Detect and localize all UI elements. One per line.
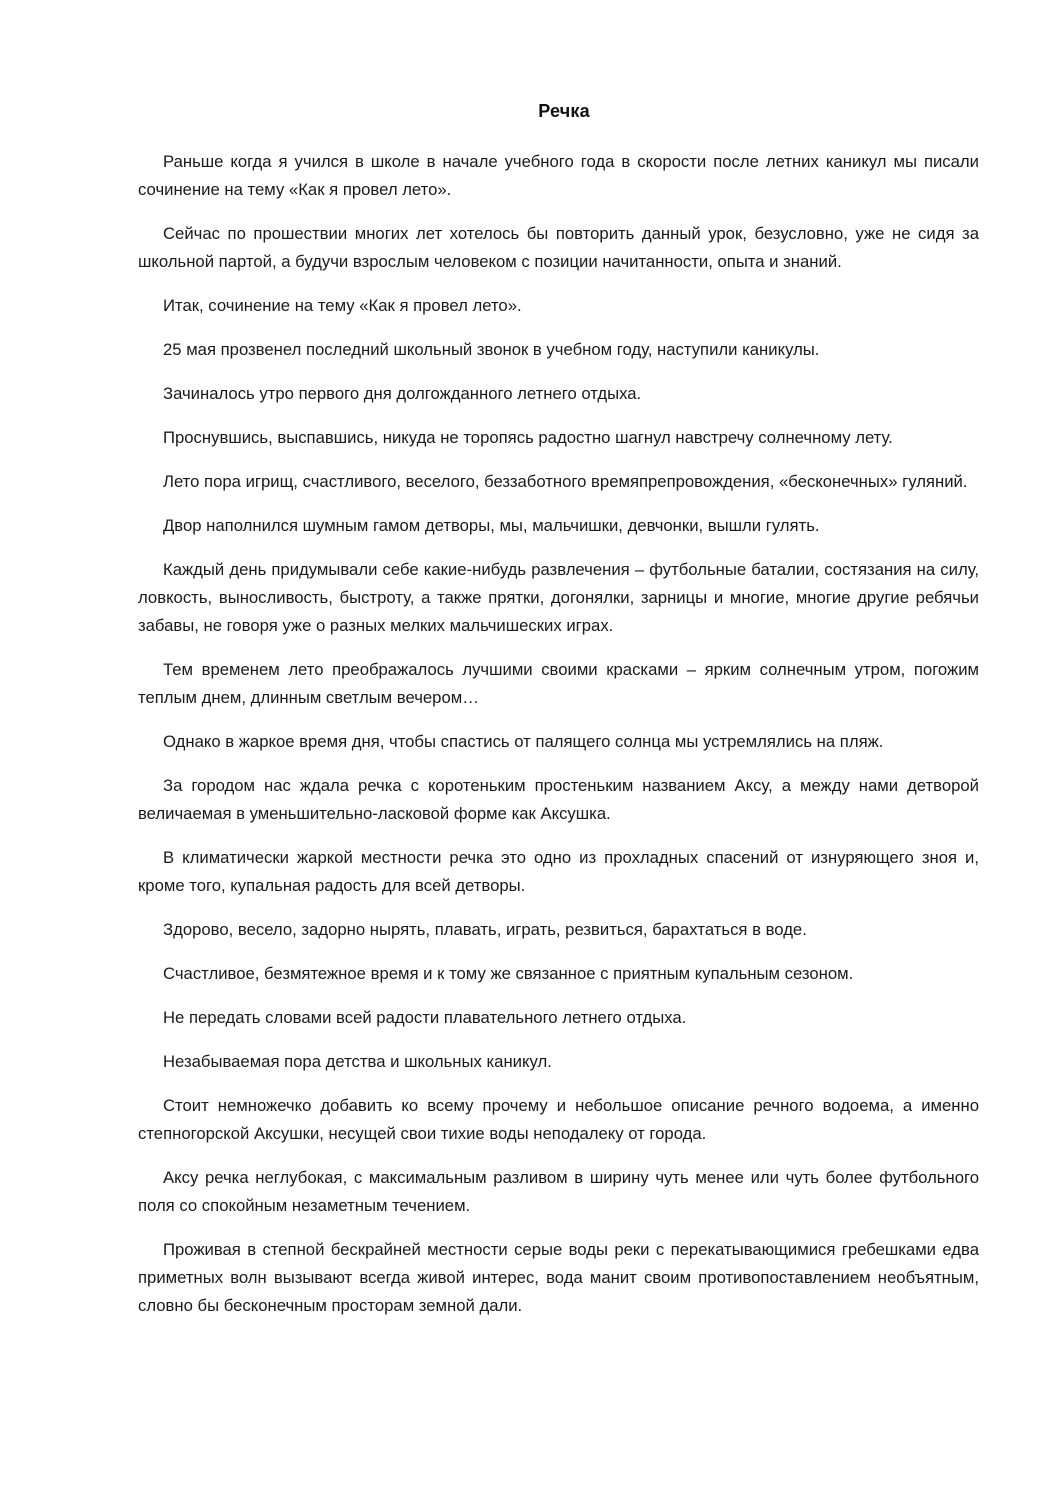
paragraph: Итак, сочинение на тему «Как я провел лето». — [163, 296, 522, 315]
paragraph: Стоит немножечко добавить ко всему прочему и небольшое описание речного водоема, а именно степногорской Аксушки, несущей свои тихие воды неподалеку от города. — [138, 1096, 979, 1143]
paragraph: Проснувшись, выспавшись, никуда не торопясь радостно шагнул навстречу солнечному лету. — [163, 428, 893, 447]
paragraph: Аксу речка неглубокая, с максимальным разливом в ширину чуть менее или чуть более футбольного поля со спокойным незаметным течением. — [138, 1168, 979, 1215]
document-body — [138, 148, 979, 1336]
paragraph: Проживая в степной бескрайней местности серые воды реки с перекатывающимися гребешками едва приметных волн вызывают всегда живой интерес, вода манит своим противопоставлением необъятным, словно бы бесконечным просторам земной дали. — [138, 1240, 979, 1315]
paragraph: 25 мая прозвенел последний школьный звонок в учебном году, наступили каникулы. — [163, 340, 820, 359]
paragraph: Счастливое, безмятежное время и к тому же связанное с приятным купальным сезоном. — [163, 964, 854, 983]
paragraph: Однако в жаркое время дня, чтобы спастись от палящего солнца мы устремлялись на пляж. — [163, 732, 884, 751]
paragraph: Двор наполнился шумным гамом детворы, мы, мальчишки, девчонки, вышли гулять. — [163, 516, 820, 535]
paragraph: Не передать словами всей радости плавательного летнего отдыха. — [163, 1008, 687, 1027]
document-title: Речка — [538, 101, 590, 121]
paragraph: Лето пора игрищ, счастливого, веселого, беззаботного времяпрепровождения, «бесконечных» гуляний. — [163, 472, 968, 491]
paragraph: Раньше когда я учился в школе в начале учебного года в скорости после летних каникул мы писали сочинение на тему «Как я провел лето». — [138, 152, 979, 199]
paragraph: Сейчас по прошествии многих лет хотелось бы повторить данный урок, безусловно, уже не сидя за школьной партой, а будучи взрослым человеком с позиции начитанности, опыта и знаний. — [138, 224, 979, 271]
paragraph: В климатически жаркой местности речка это одно из прохладных спасений от изнуряющего зноя и, кроме того, купальная радость для всей детворы. — [138, 848, 979, 895]
paragraph: Тем временем лето преображалось лучшими своими красками – ярким солнечным утром, погожим теплым днем, длинным светлым вечером… — [138, 660, 979, 707]
paragraph: Каждый день придумывали себе какие-нибудь развлечения – футбольные баталии, состязания на силу, ловкость, выносливость, быстроту, а также прятки, догонялки, зарницы и многие, многие другие ребячьи забавы, не говоря уже о разных мелких мальчишеских играх. — [138, 560, 979, 635]
paragraph: Здорово, весело, задорно нырять, плавать, играть, резвиться, барахтаться в воде. — [163, 920, 807, 939]
paragraph: Зачиналось утро первого дня долгожданного летнего отдыха. — [163, 384, 642, 403]
paragraph: За городом нас ждала речка с коротеньким простеньким названием Аксу, а между нами детворой величаемая в уменьшительно-ласковой форме как Аксушка. — [138, 776, 979, 823]
paragraph: Незабываемая пора детства и школьных каникул. — [163, 1052, 552, 1071]
